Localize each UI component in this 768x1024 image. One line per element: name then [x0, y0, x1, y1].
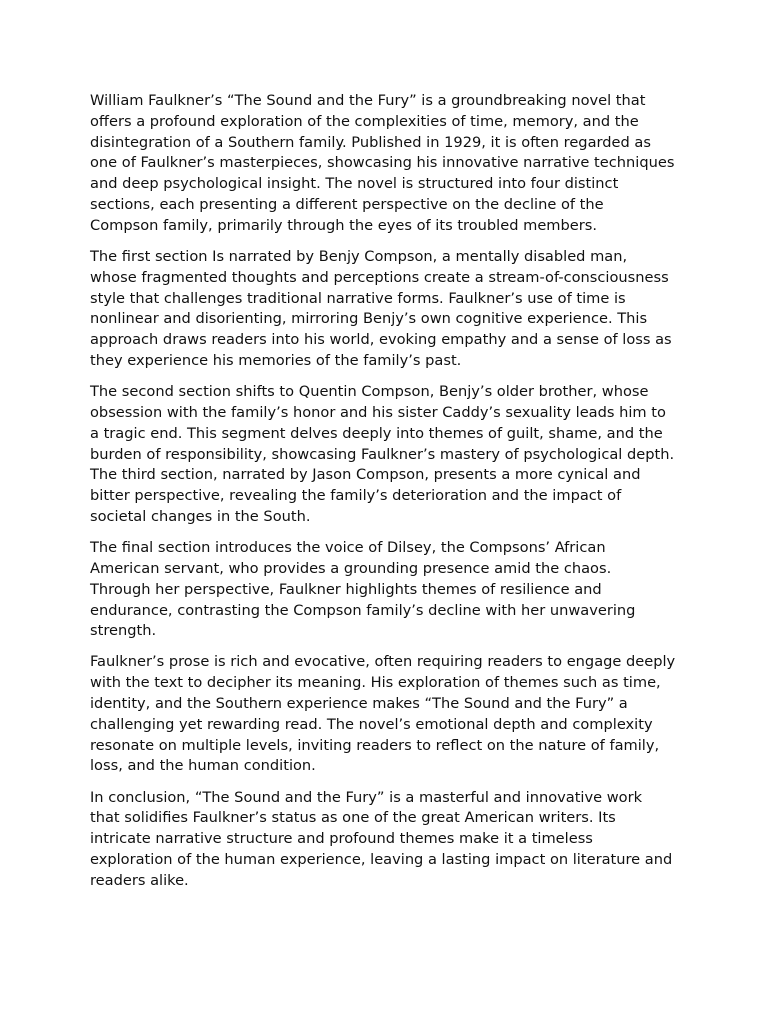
paragraph-5: Faulkner’s prose is rich and evocative, often requiring readers to engage deeply with the text to decipher its meaning. His exploration of themes such as time, identity, and the Southern experience makes “The Sound and the Fury” a challenging yet rewarding read. The novel’s emotional depth and complexity resonate on multiple levels, inviting readers to reflect on the nature of family, loss, and the human condition.: [90, 653, 676, 775]
paragraph-4: The final section introduces the voice of Dilsey, the Compsons’ African American servant, who provides a grounding presence amid the chaos. Through her perspective, Faulkner highlights themes of resilience and endurance, contrasting the Compson family’s decline with her unwavering strength.: [90, 539, 636, 640]
paragraph-3: The second section shifts to Quentin Compson, Benjy’s older brother, whose obsession with the family’s honor and his sister Caddy’s sexuality leads him to a tragic end. This segment delves deeply into themes of guilt, shame, and the burden of responsibility, showcasing Faulkner’s mastery of psychological depth. The third section, narrated by Jason Compson, presents a more cynical and bitter perspective, revealing the family’s deterioration and the impact of societal changes in the South.: [90, 383, 675, 525]
document-body: [90, 91, 676, 902]
paragraph-6: In conclusion, “The Sound and the Fury” is a masterful and innovative work that solidifies Faulkner’s status as one of the great American writers. Its intricate narrative structure and profound themes make it a timeless exploration of the human experience, leaving a lasting impact on literature and readers alike.: [90, 788, 673, 889]
paragraph-1: William Faulkner’s “The Sound and the Fury” is a groundbreaking novel that offers a profound exploration of the complexities of time, memory, and the disintegration of a Southern family. Published in 1929, it is often regarded as one of Faulkner’s masterpieces, showcasing his innovative narrative techniques and deep psychological insight. The novel is structured into four distinct sections, each presenting a different perspective on the decline of the Compson family, primarily through the eyes of its troubled members.: [90, 92, 675, 234]
paragraph-2: The first section Is narrated by Benjy Compson, a mentally disabled man, whose fragmented thoughts and perceptions create a stream-of-consciousness style that challenges traditional narrative forms. Faulkner’s use of time is nonlinear and disorienting, mirroring Benjy’s own cognitive experience. This approach draws readers into his world, evoking empathy and a sense of loss as they experience his memories of the family’s past.: [90, 247, 672, 369]
